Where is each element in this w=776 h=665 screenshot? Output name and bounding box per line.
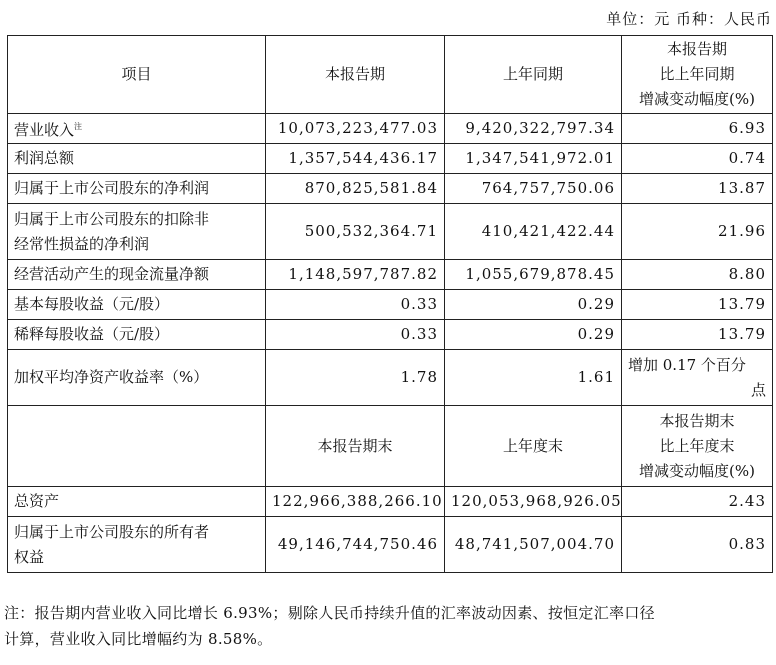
table-row [8, 260, 773, 290]
row-item: 营业收入$^注$ [8, 114, 266, 144]
header-current: 本报告期末 [266, 406, 445, 487]
header-change-line2: 比上年同期 [659, 65, 735, 83]
table-row [8, 174, 773, 204]
row-change: 21.96 [622, 204, 773, 260]
header-current: 本报告期 [266, 36, 445, 114]
footnote-line2: 计算，营业收入同比增幅约为 8.58%。 [4, 630, 273, 648]
footnote-line1: 注：报告期内营业收入同比增长 6.93%；剔除人民币持续升值的汇率波动因素、按恒定汇率口径 [4, 604, 655, 622]
row-change: 13.79 [622, 290, 773, 320]
row-previous: 1.61 [445, 350, 622, 406]
header-previous: 上年度末 [445, 406, 622, 487]
row-previous: 0.29 [445, 320, 622, 350]
row-item: 归属于上市公司股东的净利润 [8, 174, 266, 204]
table-row [8, 204, 773, 260]
header-change-line3: 增减变动幅度(%) [639, 90, 755, 108]
footnote [4, 600, 774, 652]
row-change: 6.93 [622, 114, 773, 144]
table-row [8, 320, 773, 350]
row-change: 13.87 [622, 174, 773, 204]
table-row [8, 487, 773, 517]
row-previous: 0.29 [445, 290, 622, 320]
header-change-line1: 本报告期 [666, 40, 727, 58]
row-change: 13.79 [622, 320, 773, 350]
row-item: 利润总额 [8, 144, 266, 174]
row-previous: 120,053,968,926.05 [445, 487, 622, 517]
row-previous: 48,741,507,004.70 [445, 517, 622, 573]
header-previous: 上年同期 [445, 36, 622, 114]
header-change [622, 406, 773, 487]
row-current: 122,966,388,266.10 [266, 487, 445, 517]
table-row [8, 350, 773, 406]
row-current: 49,146,744,750.46 [266, 517, 445, 573]
row-previous: 410,421,422.44 [445, 204, 622, 260]
table-row [8, 517, 773, 573]
financial-data-table [7, 35, 773, 573]
row-change: 增加 0.17 个百分 点 [622, 350, 773, 406]
header-change-line3: 增减变动幅度(%) [639, 461, 755, 480]
row-item: 加权平均净资产收益率（%） [8, 350, 266, 406]
header-item: 项目 [8, 36, 266, 114]
header-row-period-end [8, 406, 773, 487]
row-item: 归属于上市公司股东的所有者 权益 [8, 517, 266, 573]
row-current: 0.33 [266, 290, 445, 320]
row-item: 稀释每股收益（元/股） [8, 320, 266, 350]
row-previous: 9,420,322,797.34 [445, 114, 622, 144]
row-change: 0.74 [622, 144, 773, 174]
row-current: 1,357,544,436.17 [266, 144, 445, 174]
header-change-line1: 本报告期末 [659, 411, 735, 430]
header-change-line2: 比上年度末 [659, 436, 735, 455]
row-current: 500,532,364.71 [266, 204, 445, 260]
row-item: 基本每股收益（元/股） [8, 290, 266, 320]
note-marker: 注 [74, 122, 83, 131]
row-current: 870,825,581.84 [266, 174, 445, 204]
row-change: 0.83 [622, 517, 773, 573]
row-previous: 764,757,750.06 [445, 174, 622, 204]
table-row [8, 290, 773, 320]
row-current: 0.33 [266, 320, 445, 350]
row-current: 10,073,223,477.03 [266, 114, 445, 144]
table-row [8, 144, 773, 174]
header-item-empty [8, 406, 266, 487]
row-previous: 1,347,541,972.01 [445, 144, 622, 174]
row-item: 归属于上市公司股东的扣除非 经常性损益的净利润 [8, 204, 266, 260]
header-change [622, 36, 773, 114]
row-item: 经营活动产生的现金流量净额 [8, 260, 266, 290]
row-current: 1,148,597,787.82 [266, 260, 445, 290]
row-previous: 1,055,679,878.45 [445, 260, 622, 290]
row-change: 2.43 [622, 487, 773, 517]
row-item: 总资产 [8, 487, 266, 517]
row-current: 1.78 [266, 350, 445, 406]
unit-label: 单位：元 币种：人民币 [606, 10, 772, 28]
header-row [8, 36, 773, 114]
row-change: 8.80 [622, 260, 773, 290]
table-row [8, 114, 773, 144]
